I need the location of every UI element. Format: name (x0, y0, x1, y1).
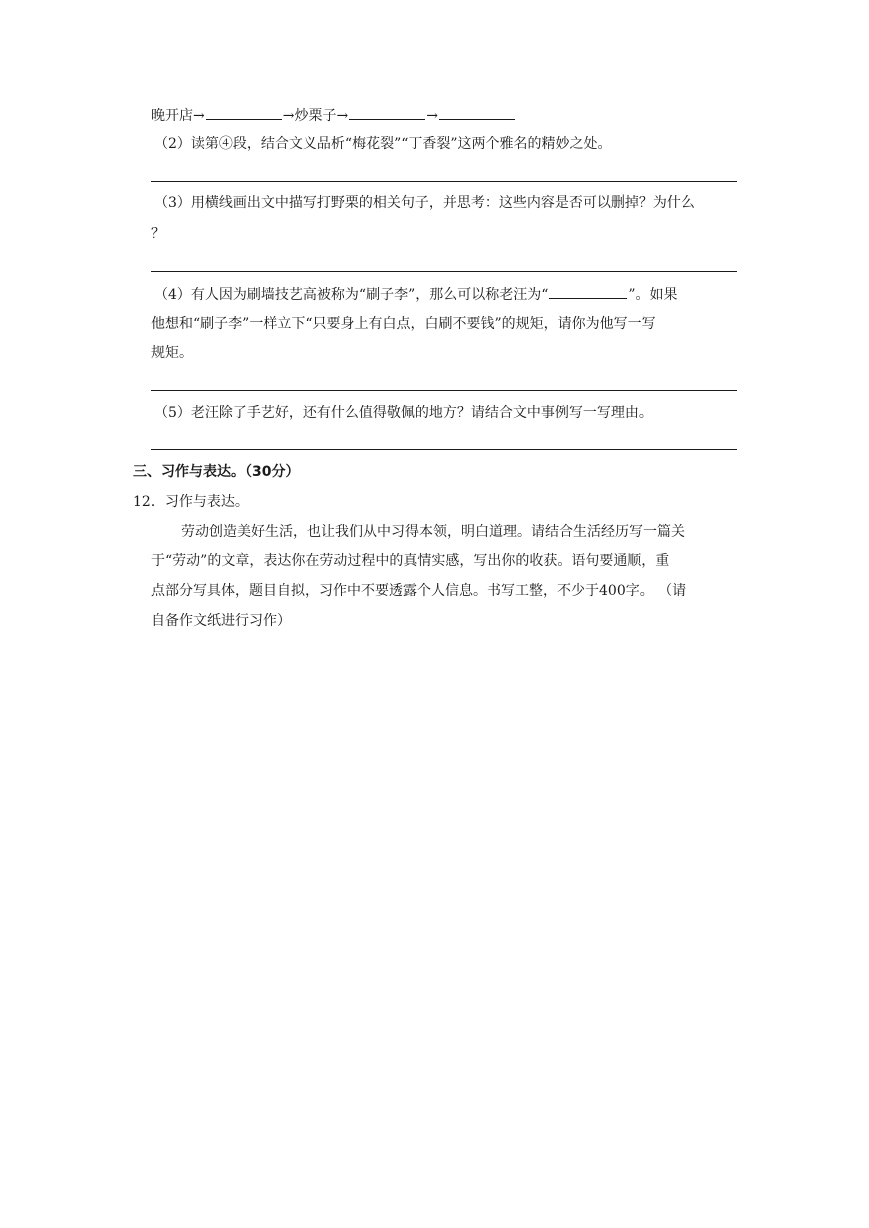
arrow: → (336, 108, 349, 124)
question-4-text-before: （4）有人因为刷墙技艺高被称为“刷子李”，那么可以称老汪为“ (154, 287, 549, 303)
question-3-line-1: （3）用横线画出文中描写打野栗的相关句子，并思考：这些内容是否可以删掉？为什么 (154, 195, 695, 211)
question-4-line-3: 规矩。 (151, 345, 193, 361)
question-12-para-line-2: 于“劳动”的文章，表达你在劳动过程中的真情实感，写出你的收获。语句要通顺，重 (151, 553, 670, 569)
answer-line-q3[interactable] (151, 271, 737, 272)
arrow: → (426, 108, 438, 124)
question-12-para-line-1: 劳动创造美好生活，也让我们从中习得本领，明白道理。请结合生活经历写一篇关 (181, 524, 685, 540)
answer-blank-1[interactable] (206, 105, 282, 120)
answer-blank-2[interactable] (349, 105, 425, 120)
question-12-title: 12．习作与表达。 (133, 494, 249, 510)
flow-line (151, 105, 516, 126)
question-12-para-line-3: 点部分写具体，题目自拟，习作中不要透露个人信息。书写工整，不少于400字。 （请 (151, 583, 687, 599)
question-4-text-after: ”。如果 (628, 287, 678, 303)
arrow: → (282, 108, 295, 124)
answer-blank-nickname[interactable] (549, 284, 627, 299)
answer-line-q2[interactable] (151, 181, 737, 182)
question-4-line-2: 他想和“刷子李”一样立下“只要身上有白点，白刷不要钱”的规矩，请你为他写一写 (151, 316, 656, 332)
question-3-line-2: ？ (151, 226, 165, 242)
question-4-line-1 (154, 284, 678, 305)
answer-blank-3[interactable] (439, 105, 515, 120)
flow-item-open-shop: 晚开店 (151, 108, 193, 124)
question-2: （2）读第④段，结合文义品析“梅花裂”“丁香裂”这两个雅名的精妙之处。 (154, 136, 612, 152)
arrow: → (193, 108, 205, 124)
answer-line-q4[interactable] (151, 390, 737, 391)
section-3-heading: 三、习作与表达。（30分） (133, 464, 300, 480)
question-12-para-line-4: 自备作文纸进行习作） (151, 613, 291, 629)
answer-line-q5[interactable] (151, 449, 737, 450)
question-5: （5）老汪除了手艺好，还有什么值得敬佩的地方？请结合文中事例写一写理由。 (154, 405, 653, 421)
flow-item-fry-chestnuts: 炒栗子 (294, 108, 337, 124)
